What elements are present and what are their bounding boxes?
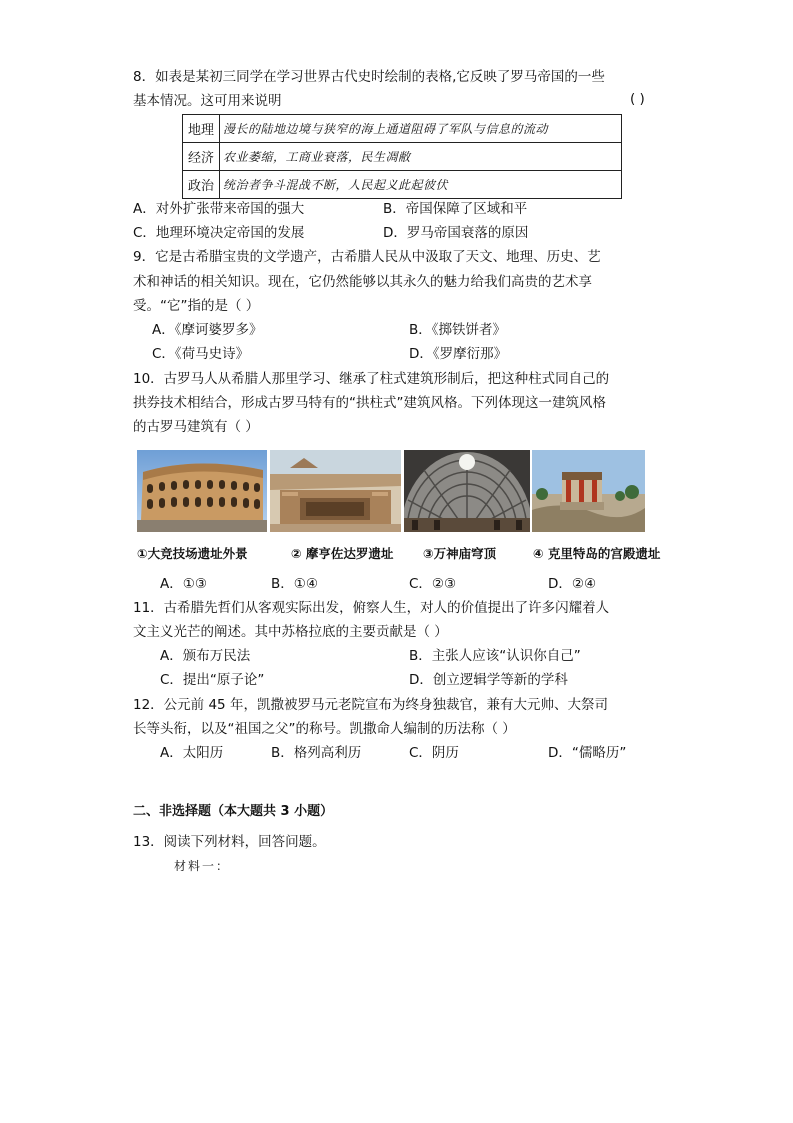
q8-option-c[interactable]: C．地理环境决定帝国的发展 bbox=[133, 225, 305, 241]
q13-material-label: 材料一： bbox=[174, 859, 231, 873]
q8-answer-paren[interactable]: ( ) bbox=[630, 91, 645, 107]
q11-option-a[interactable]: A．颁布万民法 bbox=[160, 648, 251, 664]
q11-line1: 11．古希腊先哲们从客观实际出发，俯察人生，对人的价值提出了许多闪耀着人 bbox=[133, 600, 610, 616]
q11-line2: 文主义光芒的阐述。其中苏格拉底的主要贡献是（ ） bbox=[133, 624, 448, 640]
q10-option-c[interactable]: C．②③ bbox=[409, 576, 457, 592]
table-row bbox=[183, 143, 622, 171]
q12-option-c[interactable]: C．阴历 bbox=[409, 745, 459, 761]
q8-line2: 基本情况。这可用来说明 bbox=[133, 93, 282, 109]
table-row bbox=[183, 171, 622, 199]
q9-option-a[interactable]: A．《摩诃婆罗多》 bbox=[152, 322, 263, 338]
q9-line3: 受。“它”指的是（ ） bbox=[133, 298, 260, 314]
table-value: 农业萎缩，工商业衰落，民生凋敝 bbox=[220, 143, 622, 171]
q9-option-c[interactable]: C．《荷马史诗》 bbox=[152, 346, 250, 362]
q9-option-b[interactable]: B．《掷铁饼者》 bbox=[409, 322, 507, 338]
q8-option-b[interactable]: B．帝国保障了区域和平 bbox=[383, 201, 528, 217]
q11-option-d[interactable]: D．创立逻辑学等新的学科 bbox=[409, 672, 568, 688]
table-value: 统治者争斗混战不断，人民起义此起彼伏 bbox=[220, 171, 622, 199]
q8-option-a[interactable]: A．对外扩张带来帝国的强大 bbox=[133, 201, 305, 217]
image-caption-1: ①大竞技场遗址外景 bbox=[137, 546, 248, 561]
q8-line1: 8．如表是某初三同学在学习世界古代史时绘制的表格,它反映了罗马帝国的一些 bbox=[133, 69, 605, 85]
q8-option-d[interactable]: D．罗马帝国衰落的原因 bbox=[383, 225, 529, 241]
q10-line3: 的古罗马建筑有（ ） bbox=[133, 419, 259, 435]
table-key: 地理 bbox=[183, 115, 220, 143]
q12-line2: 长等头衔，以及“祖国之父”的称号。凯撒命人编制的历法称（ ） bbox=[133, 721, 516, 737]
q12-option-a[interactable]: A．太阳历 bbox=[160, 745, 224, 761]
colosseum-image bbox=[137, 450, 267, 532]
q10-option-a[interactable]: A．①③ bbox=[160, 576, 207, 592]
pantheon-dome-image bbox=[404, 450, 530, 532]
q9-option-d[interactable]: D．《罗摩衍那》 bbox=[409, 346, 508, 362]
table-row bbox=[183, 115, 622, 143]
q9-line2: 术和神话的相关知识。现在，它仍然能够以其永久的魅力给我们高贵的艺术享 bbox=[133, 274, 592, 290]
mohenjo-daro-image bbox=[270, 450, 401, 532]
q8-table bbox=[182, 114, 622, 199]
q11-option-b[interactable]: B．主张人应该“认识你自己” bbox=[409, 648, 581, 664]
table-value: 漫长的陆地边境与狭窄的海上通道阻碍了军队与信息的流动 bbox=[220, 115, 622, 143]
q10-option-b[interactable]: B．①④ bbox=[271, 576, 318, 592]
q10-line1: 10．古罗马人从希腊人那里学习、继承了柱式建筑形制后，把这种柱式同自己的 bbox=[133, 371, 610, 387]
image-caption-4: ④ 克里特岛的宫殿遗址 bbox=[533, 546, 661, 561]
table-key: 政治 bbox=[183, 171, 220, 199]
image-caption-3: ③万神庙穹顶 bbox=[423, 546, 497, 561]
q11-option-c[interactable]: C．提出“原子论” bbox=[160, 672, 265, 688]
q10-line2: 拱券技术相结合，形成古罗马特有的“拱柱式”建筑风格。下列体现这一建筑风格 bbox=[133, 395, 606, 411]
q12-line1: 12．公元前 45 年，凯撒被罗马元老院宣布为终身独裁官，兼有大元帅、大祭司 bbox=[133, 697, 608, 713]
knossos-palace-image bbox=[532, 450, 645, 532]
q12-option-d[interactable]: D．“儒略历” bbox=[548, 745, 627, 761]
q13-line1: 13．阅读下列材料，回答问题。 bbox=[133, 834, 326, 850]
image-caption-2: ② 摩亨佐达罗遗址 bbox=[291, 546, 394, 561]
q10-option-d[interactable]: D．②④ bbox=[548, 576, 597, 592]
q9-line1: 9．它是古希腊宝贵的文学遗产，古希腊人民从中汲取了天文、地理、历史、艺 bbox=[133, 249, 601, 265]
section-title: 二、非选择题（本大题共 3 小题） bbox=[133, 804, 334, 819]
q12-option-b[interactable]: B．格列高利历 bbox=[271, 745, 362, 761]
table-key: 经济 bbox=[183, 143, 220, 171]
